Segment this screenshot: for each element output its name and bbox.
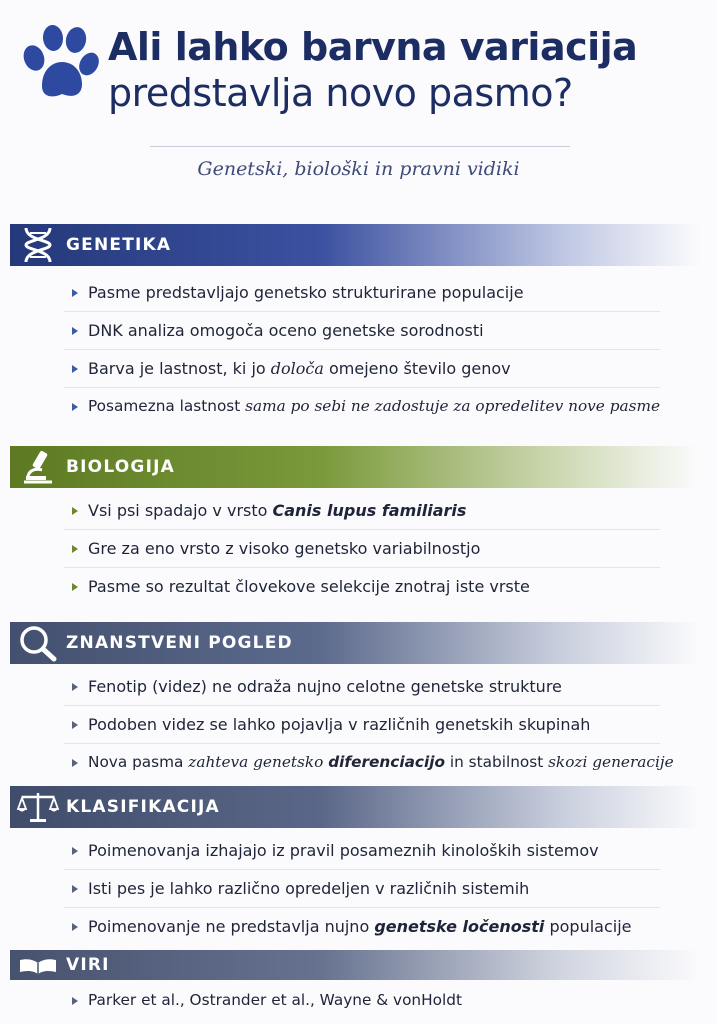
- scales-icon: [10, 786, 66, 828]
- list-item: Nova pasma zahteva genetsko diferenciacijo in stabilnost skozi generacije: [64, 744, 660, 781]
- dna-icon: [10, 224, 66, 266]
- bullet-triangle-icon: [72, 365, 78, 373]
- bullet-triangle-icon: [72, 289, 78, 297]
- bullet-triangle-icon: [72, 545, 78, 553]
- section-znanstveni-pogled: [0, 622, 717, 781]
- genetika-list: [0, 274, 717, 425]
- title-divider: [150, 146, 570, 147]
- magnifier-icon: [10, 622, 66, 664]
- biologija-list: [0, 492, 717, 605]
- znanstveni-list: [0, 668, 717, 781]
- section-title-biologija: BIOLOGIJA: [66, 457, 175, 477]
- list-item: Poimenovanja izhajajo iz pravil posameznih kinoloških sistemov: [64, 832, 660, 870]
- viri-list: [0, 982, 717, 1019]
- section-viri: [0, 950, 717, 1019]
- microscope-icon: [10, 446, 66, 488]
- list-item: Posamezna lastnost sama po sebi ne zadostuje za opredelitev nove pasme: [64, 388, 660, 425]
- bullet-triangle-icon: [72, 507, 78, 515]
- section-header-znanstveni-pogled: [10, 622, 700, 664]
- bullet-triangle-icon: [72, 403, 78, 411]
- list-item: Gre za eno vrsto z visoko genetsko variabilnostjo: [64, 530, 660, 568]
- page-title: [108, 24, 708, 116]
- bullet-triangle-icon: [72, 327, 78, 335]
- list-item: Poimenovanje ne predstavlja nujno genetske ločenosti populacije: [64, 908, 660, 945]
- bullet-triangle-icon: [72, 721, 78, 729]
- header: [0, 0, 717, 205]
- section-title-viri: VIRI: [66, 955, 110, 975]
- section-genetika: [0, 224, 717, 425]
- bullet-triangle-icon: [72, 885, 78, 893]
- title-line-1: Ali lahko barvna variacija: [108, 25, 638, 69]
- section-title-klasifikacija: KLASIFIKACIJA: [66, 797, 220, 817]
- bullet-triangle-icon: [72, 923, 78, 931]
- list-item: Podoben videz se lahko pojavlja v različnih genetskih skupinah: [64, 706, 660, 744]
- list-item: Barva je lastnost, ki jo določa omejeno število genov: [64, 350, 660, 388]
- list-item: Vsi psi spadajo v vrsto Canis lupus familiaris: [64, 492, 660, 530]
- list-item: Pasme so rezultat človekove selekcije znotraj iste vrste: [64, 568, 660, 605]
- list-item: Isti pes je lahko različno opredeljen v različnih sistemih: [64, 870, 660, 908]
- list-item: DNK analiza omogoča oceno genetske sorodnosti: [64, 312, 660, 350]
- section-title-znanstveni-pogled: ZNANSTVENI POGLED: [66, 633, 293, 653]
- bullet-triangle-icon: [72, 847, 78, 855]
- section-biologija: [0, 446, 717, 605]
- section-klasifikacija: [0, 786, 717, 945]
- list-item: Pasme predstavljajo genetsko strukturirane populacije: [64, 274, 660, 312]
- bullet-triangle-icon: [72, 683, 78, 691]
- section-header-genetika: [10, 224, 700, 266]
- bullet-triangle-icon: [72, 583, 78, 591]
- list-item: Parker et al., Ostrander et al., Wayne & vonHoldt: [64, 982, 660, 1019]
- klasifikacija-list: [0, 832, 717, 945]
- section-header-viri: [10, 950, 700, 980]
- bullet-triangle-icon: [72, 759, 78, 767]
- list-item: Fenotip (videz) ne odraža nujno celotne genetske strukture: [64, 668, 660, 706]
- paw-print-icon: [20, 24, 100, 102]
- page-subtitle: Genetski, biološki in pravni vidiki: [197, 158, 520, 180]
- open-book-icon: [10, 950, 66, 980]
- title-line-2: predstavlja novo pasmo?: [108, 71, 573, 115]
- section-header-biologija: [10, 446, 700, 488]
- bullet-triangle-icon: [72, 997, 78, 1005]
- section-title-genetika: GENETIKA: [66, 235, 172, 255]
- section-header-klasifikacija: [10, 786, 700, 828]
